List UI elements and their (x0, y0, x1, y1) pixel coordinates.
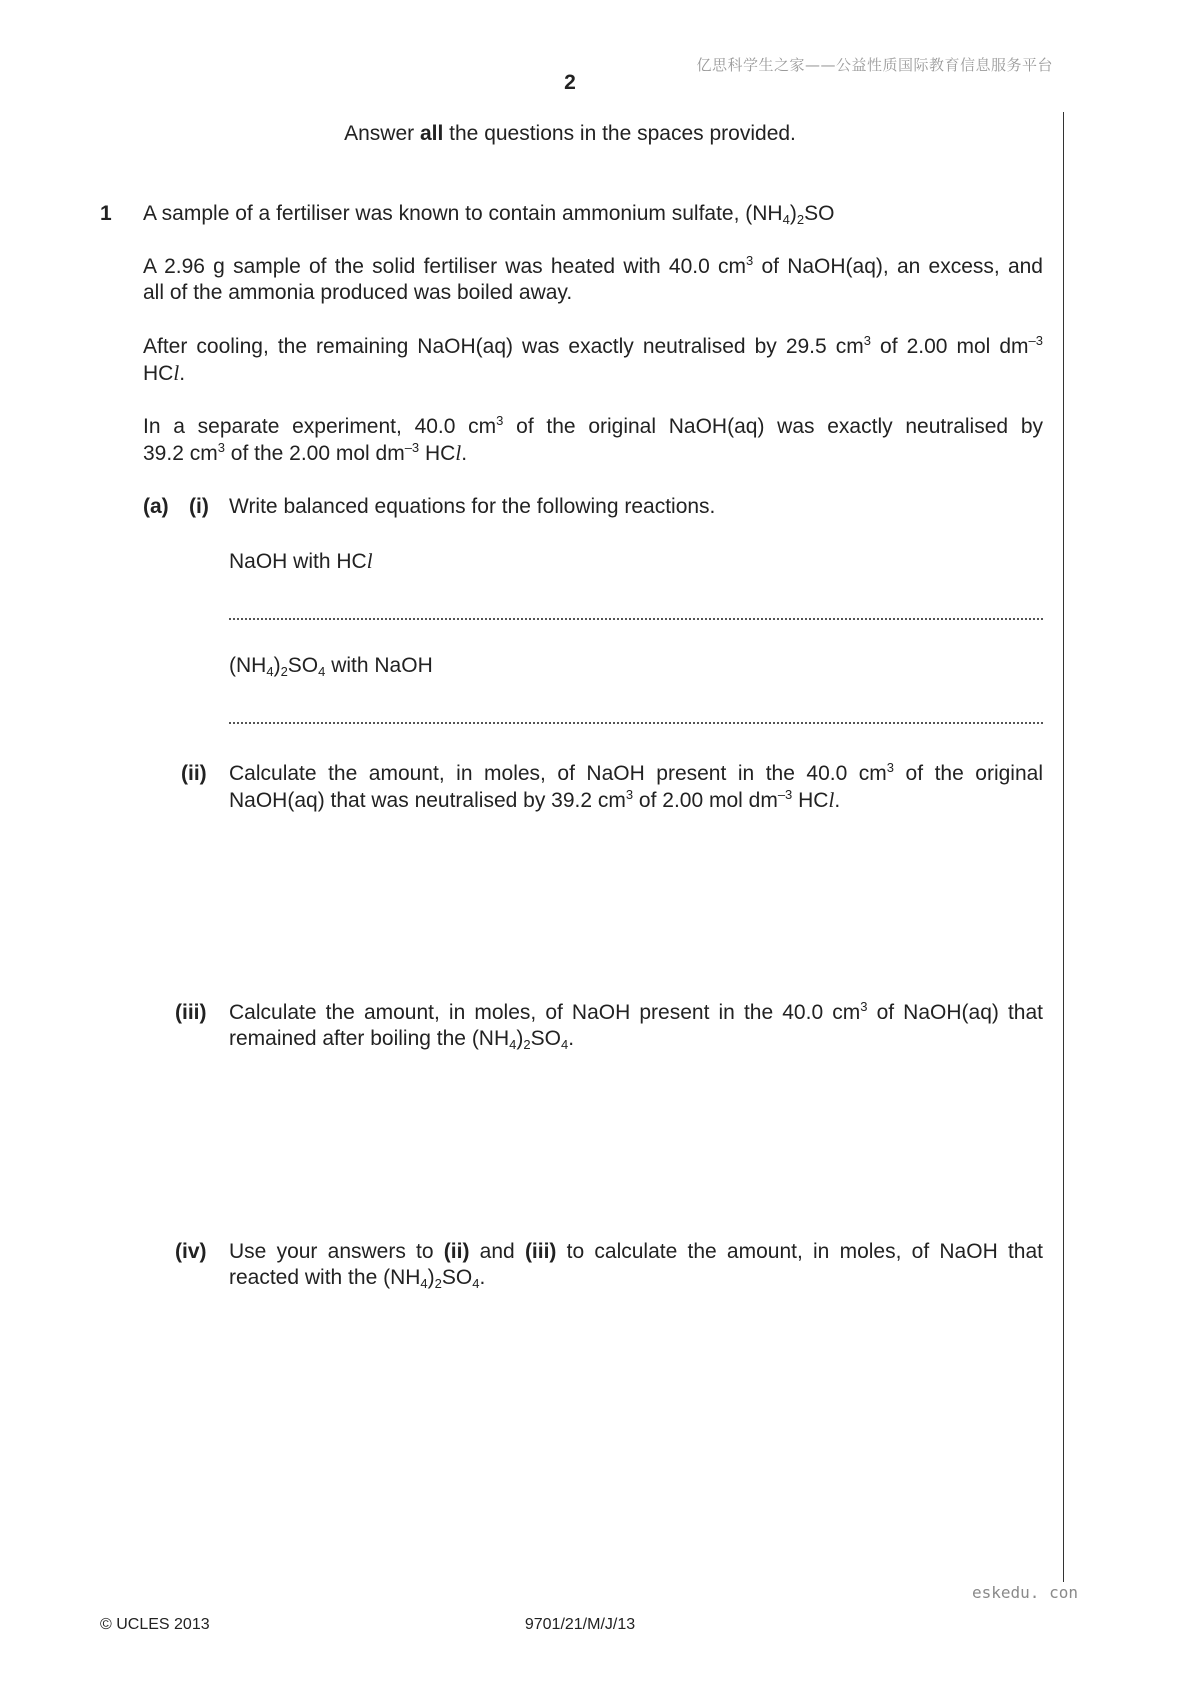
part-a-label: (a) (143, 495, 169, 518)
part-a-i-label: (i) (189, 495, 209, 518)
part-a-ii-text: Calculate the amount, in moles, of NaOH present in the 40.0 $cm^3$ of the original NaOH(aq) that was neutralised by 39.2 $cm^3$ of 2.00 mol $dm^{-3}$ HCl. (229, 760, 1043, 812)
instruction: Answer all the questions in the spaces provided. (344, 122, 796, 145)
question-paragraph-2: A 2.96 g sample of the solid fertiliser was heated with 40.0 $cm^3$ of NaOH(aq), an excess, and all of the ammonia produced was boiled away. (143, 253, 1043, 304)
part-a-ii-label: (ii) (181, 762, 207, 785)
footer-code: 9701/21/M/J/13 (524, 1616, 636, 1633)
question-intro: A sample of a fertiliser was known to contain ammonium sulfate, $(NH_4)_2SO$ (143, 202, 835, 227)
equation-2-prompt: $(NH_4)_2SO_4$ with NaOH (229, 654, 433, 679)
equation-1-prompt: NaOH with HCl (229, 549, 373, 573)
part-a-iv-text: Use your answers to (ii) and (iii) to calculate the amount, in moles, of NaOH that reacted with the $(NH_4)_2SO_4$. (229, 1240, 1043, 1291)
footer-watermark: eskedu. con (972, 1583, 1078, 1602)
part-a-iii-label: (iii) (175, 1001, 207, 1024)
part-a-iv-label: (iv) (175, 1240, 207, 1263)
footer-copyright: © UCLES 2013 (100, 1616, 210, 1633)
margin-rule (1063, 112, 1064, 1582)
answer-line-1[interactable] (229, 614, 1043, 620)
question-paragraph-4: In a separate experiment, 40.0 $cm^3$ of the original NaOH(aq) was exactly neutralised by 39.2 $cm^3$ of the 2.00 mol $dm^{-3}$ HCl. (143, 413, 1043, 465)
part-a-iii-text: Calculate the amount, in moles, of NaOH present in the 40.0 $cm^3$ of NaOH(aq) that remained after boiling the $(NH_4)_2SO_4$. (229, 999, 1043, 1052)
question-number: 1 (100, 202, 112, 225)
answer-line-2[interactable] (229, 718, 1043, 724)
header-watermark: 亿思科学生之家——公益性质国际教育信息服务平台 (696, 56, 1053, 74)
page-number: 2 (564, 71, 576, 94)
part-a-i-text: Write balanced equations for the following reactions. (229, 495, 716, 518)
question-paragraph-3: After cooling, the remaining NaOH(aq) was exactly neutralised by 29.5 $cm^3$ of 2.00 mol $dm^{-3}$ HCl. (143, 333, 1044, 385)
